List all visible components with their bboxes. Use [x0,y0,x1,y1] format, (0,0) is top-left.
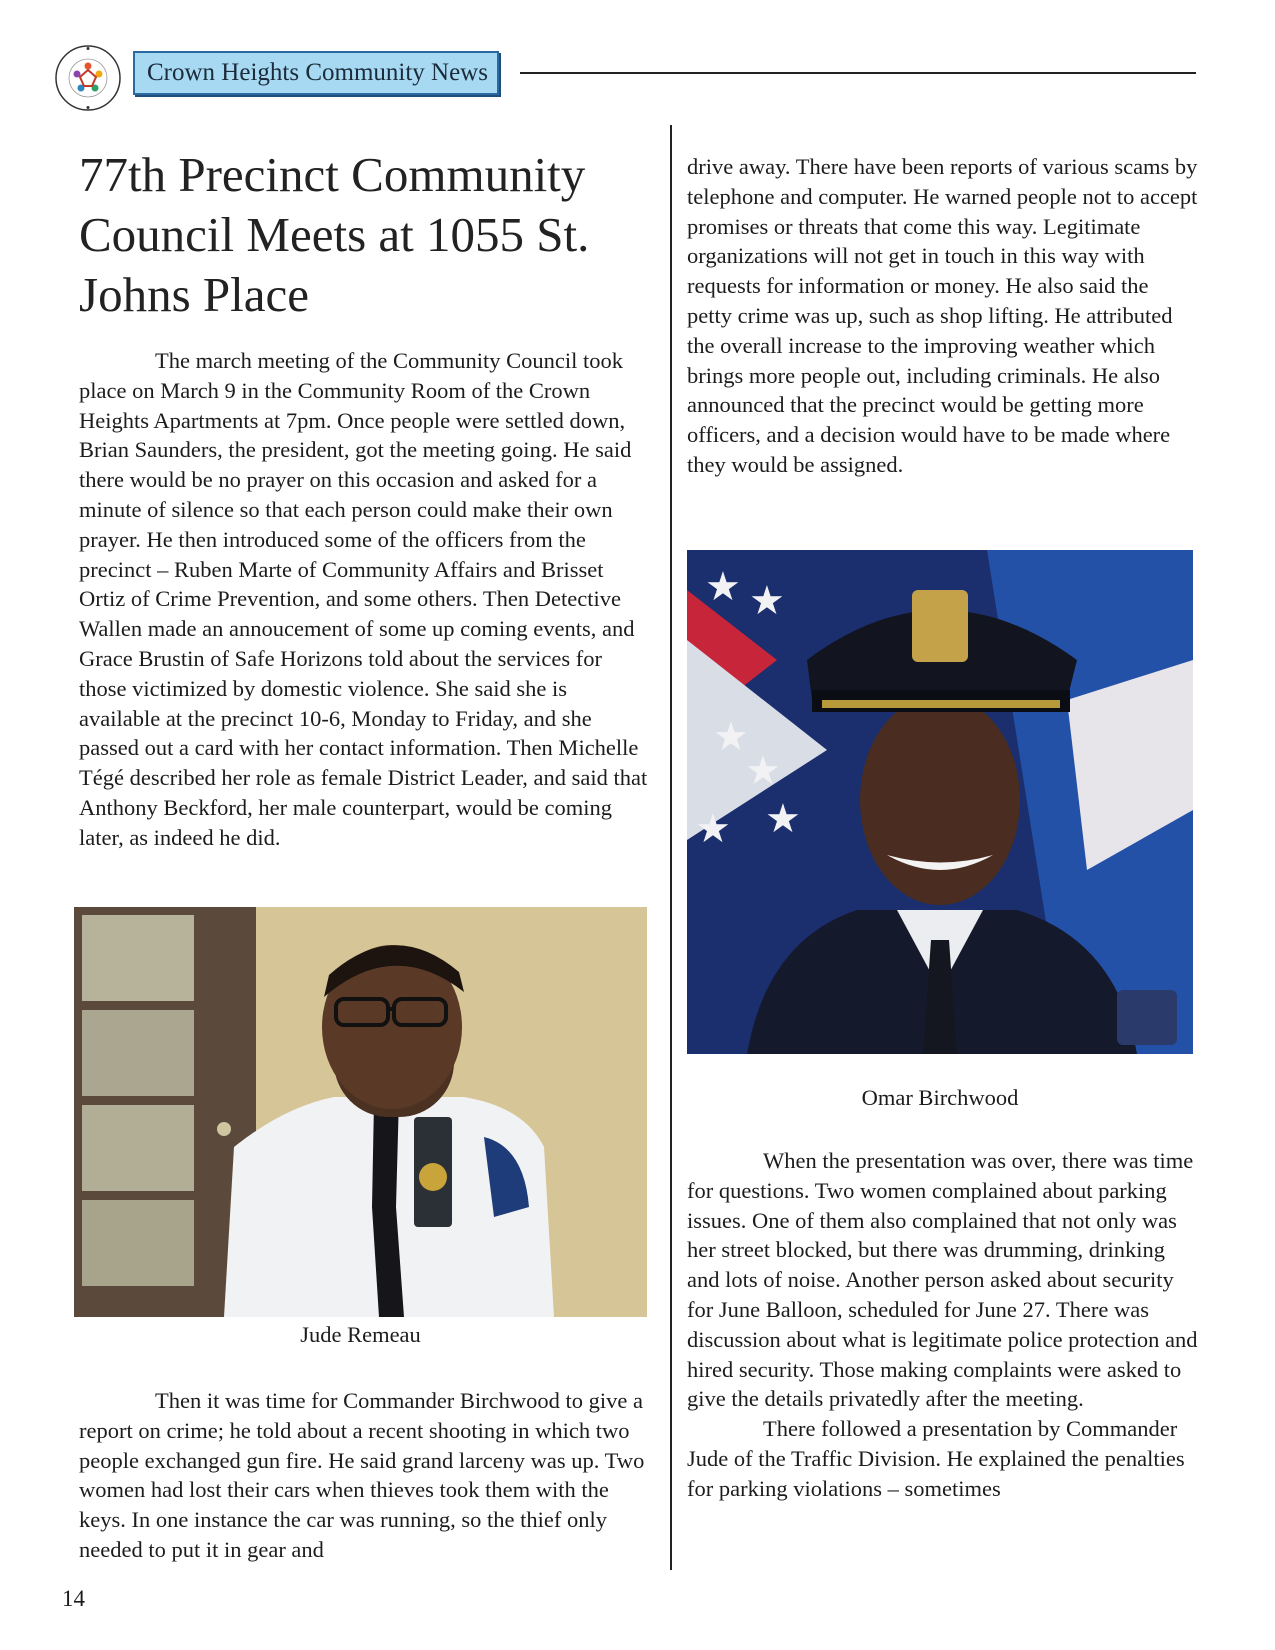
page-number: 14 [62,1586,85,1611]
photo-omar-birchwood [687,550,1193,1054]
paragraph-crime-report: Then it was time for Commander Birchwood to give a report on crime; he told about a recent shooting in which two people exchanged gun fire. He said grand larceny was up. Two women had lost their cars when thieves took them with the keys. In one instance the car was running, so the thief only needed to put it in gear and [79,1388,645,1562]
organization-logo [54,44,122,112]
svg-text:★: ★ [765,796,801,841]
svg-text:★: ★ [695,806,731,851]
publication-title: Crown Heights Community News [133,51,499,95]
article-title: 77th Precinct Community Council Meets at 1055 St. Johns Place [79,147,590,322]
article-body-left-bottom [79,1386,649,1565]
paragraph-traffic: There followed a presentation by Commander Jude of the Traffic Division. He explained the penalties for parking violations – sometimes [687,1416,1185,1501]
paragraph-questions: When the presentation was over, there was time for questions. Two women complained about parking issues. One of them also complained that not only was her street blocked, but there was drumming, drinking and lots of noise. Another person asked about security for June Balloon, scheduled for June 27. There was discussion about what is legitimate police protection and hired security. Those making complaints were asked to give the details privatedly after the meeting. [687,1148,1198,1412]
svg-text:★: ★ [713,714,749,759]
svg-text:★: ★ [745,748,781,793]
article-body-right-top [687,152,1199,480]
article-body-left-top [79,346,649,853]
photo-jude-remeau [74,907,647,1317]
paragraph-scams: drive away. There have been reports of various scams by telephone and computer. He warned people not to accept promises or threats that come this way. Legitimate organizations will not get in touch in this way with requests for information or money. He also said the petty crime was up, such as shop lifting. He attributed the overall increase to the improving weather which brings more people out, including criminals. He also announced that the precinct would be getting more officers, and a decision would have to be made where they would be assigned. [687,154,1198,477]
svg-text:★: ★ [749,578,785,623]
article-body-right-bottom [687,1146,1199,1504]
svg-text:★: ★ [705,564,741,609]
header-rule [520,72,1196,74]
photo-caption-right: Omar Birchwood [861,1085,1019,1110]
paragraph-meeting: The march meeting of the Community Council took place on March 9 in the Community Room of the Crown Heights Apartments at 7pm. Once people were settled down, Brian Saunders, the president, got the meeting going. He said there would be no prayer on this occasion and asked for a minute of silence so that each person could make their own prayer. He then introduced some of the officers from the precinct – Ruben Marte of Community Affairs and Brisset Ortiz of Crime Prevention, and some others. Then Detective Wallen made an annoucement of some up coming events, and Grace Brustin of Safe Horizons told about the services for those victimized by domestic violence. She said she is available at the precinct 10-6, Monday to Friday, and she passed out a card with her contact information. Then Michelle Tégé described her role as female District Leader, and said that Anthony Beckford, her male counterpart, would be coming later, as indeed he did. [79,348,648,850]
column-divider [670,125,672,1570]
photo-caption-left: Jude Remeau [300,1322,421,1347]
